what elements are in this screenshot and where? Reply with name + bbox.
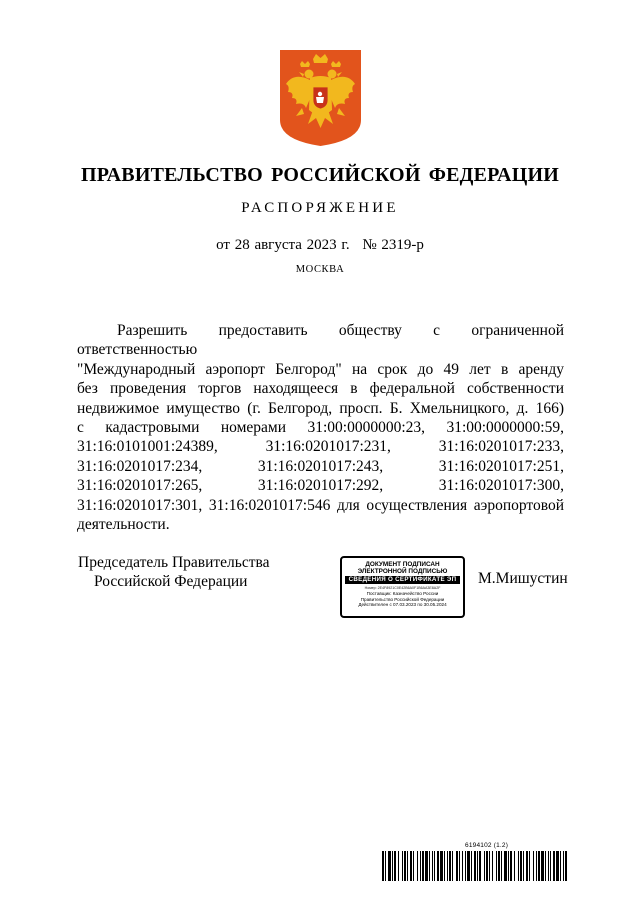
- text-line: 31:16:0201017:265, 31:16:0201017:292, 31:16:0201017:300,: [77, 477, 564, 495]
- stamp-certificate: Номер: 2E4F8921C0E42B6A0F1B6AA3E8A2F: [364, 586, 441, 590]
- text-line: недвижимое имущество (г. Белгород, просп. Б. Хмельницкого, д. 166): [77, 399, 564, 417]
- city: МОСКВА: [295, 264, 345, 275]
- text-line: деятельности.: [77, 516, 170, 534]
- electronic-signature-stamp: [340, 556, 465, 618]
- document-number: 2319-р: [381, 237, 424, 253]
- stamp-issuer: Поставщик: Казначейство России: [366, 591, 439, 596]
- barcode-id: 6194102 (1.2): [465, 842, 509, 849]
- document-type: РАСПОРЯЖЕНИЕ: [241, 200, 399, 216]
- signer-position-line2: Российской Федерации: [94, 573, 248, 590]
- text-line: "Международный аэропорт Белгород" на срок до 49 лет в аренду: [77, 360, 564, 378]
- text-line: Разрешить предоставить обществу с ограниченной ответственностью: [77, 322, 564, 359]
- order-text: [77, 321, 564, 534]
- signer-position: [78, 553, 270, 591]
- russian-coat-of-arms-icon: [280, 50, 361, 146]
- stamp-line1: ДОКУМЕНТ ПОДПИСАН: [365, 561, 440, 568]
- stamp-valid: Действителен с 07.03.2023 по 30.05.2024: [358, 602, 447, 608]
- document-date: 28 августа 2023 г.: [234, 237, 350, 253]
- date-prefix: от: [216, 237, 230, 253]
- text-line: 31:16:0201017:301, 31:16:0201017:546 для осуществления аэропортовой: [77, 496, 564, 514]
- text-line: 31:16:0201017:234, 31:16:0201017:243, 31:16:0201017:251,: [77, 457, 564, 475]
- stamp-band: СВЕДЕНИЯ О СЕРТИФИКАТЕ ЭП: [345, 576, 460, 584]
- text-line: 31:16:0101001:24389, 31:16:0201017:231, 31:16:0201017:233,: [77, 438, 564, 456]
- number-sign: №: [362, 237, 377, 253]
- signer-position-line1: Председатель Правительства: [78, 554, 270, 571]
- text-line: с кадастровыми номерами 31:00:0000000:23, 31:00:0000000:59,: [77, 419, 564, 437]
- signer-name: М.Мишустин: [478, 570, 568, 587]
- text-line: без проведения торгов находящееся в федеральной собственности: [77, 380, 564, 398]
- government-title: ПРАВИТЕЛЬСТВО РОССИЙСКОЙ ФЕДЕРАЦИИ: [81, 164, 559, 186]
- stamp-owner: Правительство Российской Федерации: [360, 596, 445, 602]
- document-date-line: [0, 237, 640, 254]
- stamp-line2: ЭЛЕКТРОННОЙ ПОДПИСЬЮ: [357, 568, 448, 575]
- barcode-icon: [382, 851, 568, 881]
